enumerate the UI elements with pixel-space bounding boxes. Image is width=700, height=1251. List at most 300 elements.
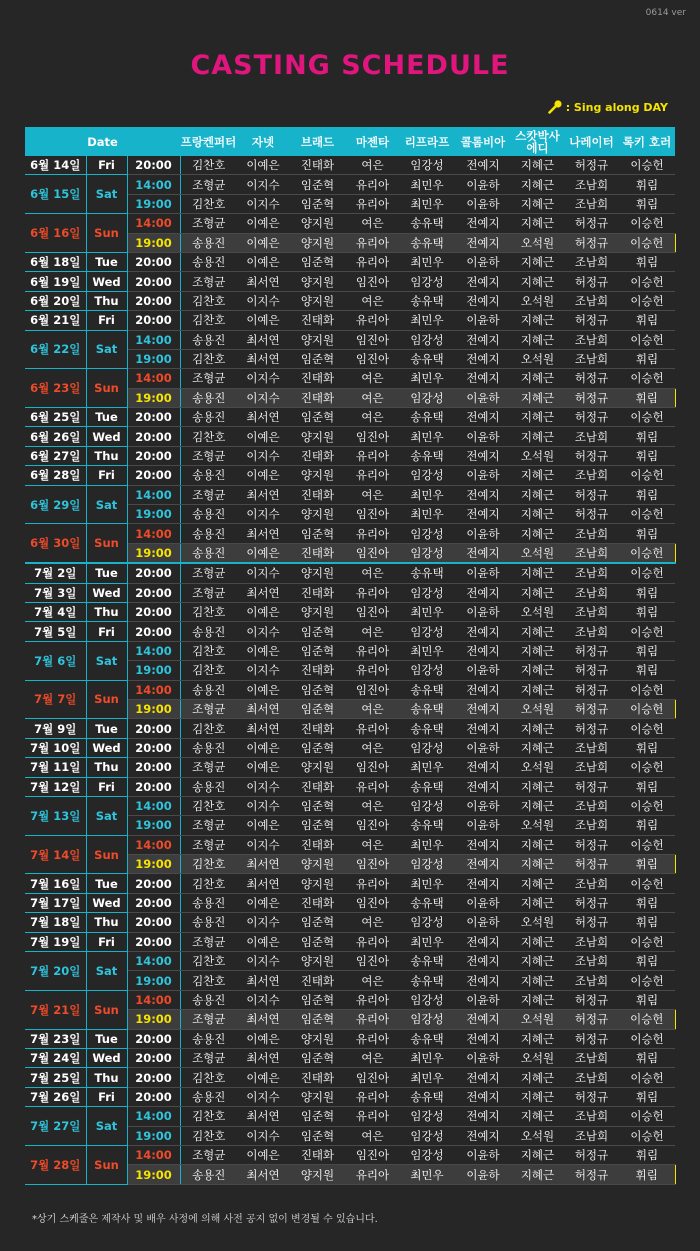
table-row: [25, 291, 675, 310]
cast-cell: 양지원: [289, 874, 346, 893]
cast-cell: 허정규: [564, 855, 619, 874]
time-wrap: [135, 236, 172, 250]
cast-cell: 유리아: [346, 719, 399, 738]
cast-cell: 송용진: [180, 913, 237, 932]
cast-cell: 임준혁: [289, 408, 346, 427]
cast-cell: 지혜근: [511, 524, 564, 543]
cast-cell: 유리아: [346, 466, 399, 485]
cast-cell: 허정규: [564, 408, 619, 427]
date-cell: 6월 19일: [25, 272, 86, 291]
time-cell: [127, 252, 180, 271]
time-cell: [127, 1029, 180, 1048]
time-text: 20:00: [135, 410, 172, 425]
day-cell: Sun: [86, 680, 127, 719]
time-wrap: [135, 410, 172, 424]
cast-cell: 유리아: [346, 874, 399, 893]
cast-cell: 휘림: [619, 1145, 675, 1164]
cast-cell: 이승헌: [619, 233, 675, 252]
cast-cell: 송용진: [180, 524, 237, 543]
cast-cell: 최민우: [399, 1165, 455, 1184]
time-cell: [127, 758, 180, 777]
cast-cell: 조형균: [180, 446, 237, 465]
cast-cell: 이예은: [237, 233, 289, 252]
cast-cell: 임강성: [399, 466, 455, 485]
casting-schedule-table: [25, 127, 676, 1185]
cast-cell: 휘림: [619, 816, 675, 835]
cast-cell: 지혜근: [511, 835, 564, 854]
table-row: [25, 330, 675, 349]
time-wrap: [135, 586, 172, 600]
cast-cell: 양지원: [289, 855, 346, 874]
header-role: 나레이터: [564, 127, 619, 156]
cast-cell: 여은: [346, 1126, 399, 1145]
time-text: 14:00: [135, 487, 172, 502]
cast-cell: 유리아: [346, 233, 399, 252]
date-cell: 6월 20일: [25, 291, 86, 310]
date-cell: 7월 28일: [25, 1145, 86, 1184]
time-wrap: [135, 741, 172, 755]
day-cell: Wed: [86, 1048, 127, 1067]
cast-cell: 최서연: [237, 699, 289, 718]
cast-cell: 임강성: [399, 543, 455, 563]
cast-cell: 송용진: [180, 408, 237, 427]
date-cell: 6월 21일: [25, 311, 86, 330]
cast-cell: 허정규: [564, 214, 619, 233]
cast-cell: 송유택: [399, 291, 455, 310]
cast-cell: 조남희: [564, 1068, 619, 1087]
time-cell: [127, 194, 180, 213]
cast-cell: 이예은: [237, 1068, 289, 1087]
cast-cell: 김찬호: [180, 952, 237, 971]
cast-cell: 유리아: [346, 524, 399, 543]
day-cell: Sat: [86, 1107, 127, 1146]
cast-cell: 유리아: [346, 1165, 399, 1184]
cast-cell: 허정규: [564, 699, 619, 718]
day-cell: Sat: [86, 175, 127, 214]
table-row: [25, 932, 675, 951]
cast-cell: 휘림: [619, 194, 675, 213]
cast-cell: 김찬호: [180, 602, 237, 621]
cast-cell: 조형균: [180, 583, 237, 602]
time-text: 20:00: [135, 313, 172, 328]
time-text: 19:00: [135, 973, 172, 988]
cast-cell: 휘림: [619, 893, 675, 912]
cast-cell: 전예지: [455, 699, 511, 718]
cast-cell: 양지원: [289, 505, 346, 524]
table-row: [25, 913, 675, 932]
cast-cell: 오석원: [511, 1048, 564, 1067]
cast-cell: 지혜근: [511, 311, 564, 330]
cast-cell: 조남희: [564, 349, 619, 368]
time-cell: [127, 738, 180, 757]
time-text: 19:00: [135, 546, 172, 560]
time-wrap: [135, 352, 172, 366]
cast-cell: 송용진: [180, 990, 237, 1009]
table-row: [25, 641, 675, 660]
time-cell: [127, 796, 180, 815]
time-cell: [127, 661, 180, 680]
table-row: [25, 427, 675, 446]
cast-cell: 이승헌: [619, 330, 675, 349]
cast-cell: 휘림: [619, 1087, 675, 1106]
cast-cell: 지혜근: [511, 427, 564, 446]
cast-cell: 송유택: [399, 408, 455, 427]
table-row: [25, 272, 675, 291]
cast-cell: 김찬호: [180, 427, 237, 446]
day-cell: Sun: [86, 835, 127, 874]
cast-cell: 여은: [346, 156, 399, 175]
table-row: [25, 893, 675, 912]
cast-cell: 여은: [346, 699, 399, 718]
cast-cell: 전예지: [455, 408, 511, 427]
day-cell: Wed: [86, 272, 127, 291]
time-text: 19:00: [135, 663, 172, 678]
cast-cell: 양지원: [289, 233, 346, 252]
date-cell: 7월 25일: [25, 1068, 86, 1087]
date-cell: 7월 27일: [25, 1107, 86, 1146]
cast-cell: 전예지: [455, 1107, 511, 1126]
cast-cell: 최민우: [399, 194, 455, 213]
cast-cell: 임준혁: [289, 932, 346, 951]
cast-cell: 임진아: [346, 855, 399, 874]
cast-cell: 조남희: [564, 427, 619, 446]
cast-cell: 최서연: [237, 272, 289, 291]
day-cell: Sun: [86, 524, 127, 563]
cast-cell: 조남희: [564, 175, 619, 194]
time-cell: [127, 1145, 180, 1164]
cast-cell: 지혜근: [511, 738, 564, 757]
cast-cell: 이지수: [237, 388, 289, 407]
cast-cell: 송용진: [180, 680, 237, 699]
table-row: [25, 835, 675, 854]
time-cell: [127, 505, 180, 524]
time-wrap: [135, 702, 172, 716]
cast-cell: 이예은: [237, 1029, 289, 1048]
date-cell: 7월 26일: [25, 1087, 86, 1106]
table-row: [25, 1029, 675, 1048]
day-cell: Wed: [86, 583, 127, 602]
cast-cell: 이예은: [237, 156, 289, 175]
time-wrap: [135, 197, 172, 211]
cast-cell: 양지원: [289, 291, 346, 310]
time-cell: [127, 408, 180, 427]
cast-cell: 임진아: [346, 816, 399, 835]
cast-cell: 전예지: [455, 719, 511, 738]
cast-cell: 임준혁: [289, 796, 346, 815]
microphone-icon: [547, 99, 563, 115]
time-cell: [127, 816, 180, 835]
cast-cell: 임준혁: [289, 622, 346, 641]
cast-cell: 송유택: [399, 893, 455, 912]
cast-cell: 최서연: [237, 1048, 289, 1067]
cast-cell: 임준혁: [289, 680, 346, 699]
cast-cell: 이예은: [237, 543, 289, 563]
cast-cell: 진태화: [289, 388, 346, 407]
time-wrap: [135, 313, 172, 327]
cast-cell: 지혜근: [511, 893, 564, 912]
date-cell: 6월 22일: [25, 330, 86, 369]
cast-cell: 전예지: [455, 291, 511, 310]
cast-cell: 이승헌: [619, 1068, 675, 1087]
date-cell: 7월 14일: [25, 835, 86, 874]
table-row: [25, 874, 675, 893]
time-wrap: [135, 1071, 172, 1085]
header-role: 콜롬비아: [455, 127, 511, 156]
table-row: [25, 156, 675, 175]
time-wrap: [135, 818, 172, 832]
cast-cell: 이승헌: [619, 1126, 675, 1145]
cast-cell: 전예지: [455, 777, 511, 796]
cast-cell: 허정규: [564, 641, 619, 660]
cast-cell: 송유택: [399, 1087, 455, 1106]
cast-cell: 조남희: [564, 524, 619, 543]
date-cell: 7월 11일: [25, 758, 86, 777]
cast-cell: 임진아: [346, 272, 399, 291]
cast-cell: 임강성: [399, 1010, 455, 1029]
cast-cell: 조남희: [564, 1048, 619, 1067]
day-cell: Tue: [86, 1029, 127, 1048]
cast-cell: 양지원: [289, 1087, 346, 1106]
header-role: 프랑켄퍼터: [180, 127, 237, 156]
date-cell: 7월 19일: [25, 932, 86, 951]
cast-cell: 휘림: [619, 446, 675, 465]
cast-cell: 임강성: [399, 583, 455, 602]
cast-cell: 지혜근: [511, 1145, 564, 1164]
time-text: 20:00: [135, 876, 172, 891]
cast-cell: 최민우: [399, 1068, 455, 1087]
cast-cell: 조남희: [564, 932, 619, 951]
cast-cell: 지혜근: [511, 971, 564, 990]
date-cell: 7월 7일: [25, 680, 86, 719]
cast-cell: 임진아: [346, 349, 399, 368]
cast-cell: 임준혁: [289, 738, 346, 757]
table-row: [25, 408, 675, 427]
cast-cell: 조남희: [564, 543, 619, 563]
cast-cell: 이승헌: [619, 971, 675, 990]
cast-cell: 이승헌: [619, 835, 675, 854]
cast-cell: 전예지: [455, 971, 511, 990]
time-text: 20:00: [135, 760, 172, 775]
cast-cell: 지혜근: [511, 680, 564, 699]
cast-cell: 이지수: [237, 175, 289, 194]
day-cell: Thu: [86, 291, 127, 310]
time-wrap: [135, 449, 172, 463]
time-cell: [127, 641, 180, 660]
cast-cell: 유리아: [346, 1087, 399, 1106]
cast-cell: 이지수: [237, 291, 289, 310]
time-wrap: [135, 915, 172, 929]
cast-cell: 조남희: [564, 330, 619, 349]
date-cell: 7월 21일: [25, 990, 86, 1029]
cast-cell: 전예지: [455, 952, 511, 971]
cast-cell: 조남희: [564, 1126, 619, 1145]
cast-cell: 이승헌: [619, 291, 675, 310]
table-row: [25, 485, 675, 504]
schedule-body: [25, 156, 675, 1184]
cast-cell: 여은: [346, 835, 399, 854]
cast-cell: 송유택: [399, 214, 455, 233]
cast-cell: 이승헌: [619, 758, 675, 777]
cast-cell: 임진아: [346, 505, 399, 524]
cast-cell: 전예지: [455, 1010, 511, 1029]
cast-cell: 최서연: [237, 1165, 289, 1184]
cast-cell: 허정규: [564, 505, 619, 524]
cast-cell: 이예은: [237, 252, 289, 271]
table-row: [25, 1145, 675, 1164]
cast-cell: 진태화: [289, 311, 346, 330]
cast-cell: 허정규: [564, 719, 619, 738]
cast-cell: 지혜근: [511, 1029, 564, 1048]
cast-cell: 양지원: [289, 1165, 346, 1184]
time-cell: [127, 913, 180, 932]
cast-cell: 여은: [346, 291, 399, 310]
cast-cell: 조형균: [180, 272, 237, 291]
cast-cell: 허정규: [564, 913, 619, 932]
cast-cell: 휘림: [619, 175, 675, 194]
cast-cell: 조남희: [564, 758, 619, 777]
cast-cell: 이승헌: [619, 719, 675, 738]
header-role: 마젠타: [346, 127, 399, 156]
cast-cell: 지혜근: [511, 175, 564, 194]
cast-cell: 지혜근: [511, 1165, 564, 1184]
cast-cell: 전예지: [455, 855, 511, 874]
cast-cell: 이윤하: [455, 661, 511, 680]
cast-cell: 이윤하: [455, 194, 511, 213]
header-line: 스캇박사: [515, 128, 560, 143]
day-cell: Wed: [86, 738, 127, 757]
time-cell: [127, 1107, 180, 1126]
cast-cell: 최민우: [399, 758, 455, 777]
time-cell: [127, 932, 180, 951]
time-wrap: [135, 507, 172, 521]
cast-cell: 임진아: [346, 952, 399, 971]
time-cell: [127, 622, 180, 641]
cast-cell: 조형균: [180, 816, 237, 835]
cast-cell: 양지원: [289, 563, 346, 583]
cast-cell: 휘림: [619, 738, 675, 757]
time-cell: [127, 311, 180, 330]
cast-cell: 이예은: [237, 311, 289, 330]
cast-cell: 지혜근: [511, 952, 564, 971]
cast-cell: 지혜근: [511, 990, 564, 1009]
date-cell: 6월 23일: [25, 369, 86, 408]
cast-cell: 양지원: [289, 466, 346, 485]
time-text: 20:00: [135, 468, 172, 483]
day-cell: Sat: [86, 641, 127, 680]
cast-cell: 임강성: [399, 156, 455, 175]
cast-cell: 전예지: [455, 485, 511, 504]
cast-cell: 이승헌: [619, 156, 675, 175]
cast-cell: 임강성: [399, 855, 455, 874]
cast-cell: 이승헌: [619, 1029, 675, 1048]
cast-cell: 휘림: [619, 427, 675, 446]
day-cell: Thu: [86, 1068, 127, 1087]
cast-cell: 진태화: [289, 583, 346, 602]
cast-cell: 이승헌: [619, 1107, 675, 1126]
cast-cell: 지혜근: [511, 388, 564, 407]
cast-cell: 최서연: [237, 485, 289, 504]
cast-cell: 임진아: [346, 1145, 399, 1164]
cast-cell: 휘림: [619, 1165, 675, 1184]
cast-cell: 임강성: [399, 1107, 455, 1126]
cast-cell: 전예지: [455, 505, 511, 524]
cast-cell: 임진아: [346, 1068, 399, 1087]
time-text: 20:00: [135, 1031, 172, 1046]
cast-cell: 송용진: [180, 622, 237, 641]
header-role: 브래드: [289, 127, 346, 156]
table-row: [25, 563, 675, 583]
table-row: [25, 524, 675, 543]
cast-cell: 김찬호: [180, 291, 237, 310]
cast-cell: 여은: [346, 369, 399, 388]
cast-cell: 휘림: [619, 602, 675, 621]
cast-cell: 임준혁: [289, 349, 346, 368]
cast-cell: 조남희: [564, 622, 619, 641]
cast-cell: 전예지: [455, 835, 511, 854]
cast-cell: 이지수: [237, 1087, 289, 1106]
cast-cell: 지혜근: [511, 330, 564, 349]
cast-cell: 최민우: [399, 932, 455, 951]
cast-cell: 송유택: [399, 446, 455, 465]
time-text: 20:00: [135, 449, 172, 464]
date-cell: 7월 6일: [25, 641, 86, 680]
cast-cell: 유리아: [346, 932, 399, 951]
cast-cell: 조남희: [564, 952, 619, 971]
cast-cell: 이지수: [237, 952, 289, 971]
time-cell: [127, 1010, 180, 1029]
cast-cell: 허정규: [564, 485, 619, 504]
time-wrap: [135, 974, 172, 988]
time-text: 20:00: [135, 721, 172, 736]
time-text: 20:00: [135, 274, 172, 289]
cast-cell: 임진아: [346, 330, 399, 349]
cast-cell: 휘림: [619, 641, 675, 660]
time-text: 19:00: [135, 196, 172, 211]
cast-cell: 송유택: [399, 233, 455, 252]
cast-cell: 송유택: [399, 349, 455, 368]
header-role: 록키 호러: [619, 127, 675, 156]
time-text: 14:00: [135, 992, 172, 1007]
day-cell: Tue: [86, 408, 127, 427]
cast-cell: 이승헌: [619, 680, 675, 699]
cast-cell: 휘림: [619, 1048, 675, 1067]
cast-cell: 조남희: [564, 602, 619, 621]
table-row: [25, 719, 675, 738]
date-cell: 7월 5일: [25, 622, 86, 641]
cast-cell: 임강성: [399, 796, 455, 815]
cast-cell: 조남희: [564, 563, 619, 583]
time-wrap: [135, 663, 172, 677]
time-text: 20:00: [135, 255, 172, 270]
cast-cell: 지혜근: [511, 641, 564, 660]
cast-cell: 허정규: [564, 1087, 619, 1106]
cast-cell: 지혜근: [511, 563, 564, 583]
cast-cell: 임준혁: [289, 913, 346, 932]
time-cell: [127, 156, 180, 175]
cast-cell: 양지원: [289, 330, 346, 349]
cast-cell: 유리아: [346, 641, 399, 660]
cast-cell: 지혜근: [511, 1068, 564, 1087]
time-text: 14:00: [135, 177, 172, 192]
cast-cell: 유리아: [346, 1107, 399, 1126]
day-cell: Thu: [86, 913, 127, 932]
day-cell: Tue: [86, 252, 127, 271]
cast-cell: 이예은: [237, 893, 289, 912]
cast-cell: 양지원: [289, 758, 346, 777]
cast-cell: 진태화: [289, 777, 346, 796]
cast-cell: 이윤하: [455, 1165, 511, 1184]
time-cell: [127, 1048, 180, 1067]
